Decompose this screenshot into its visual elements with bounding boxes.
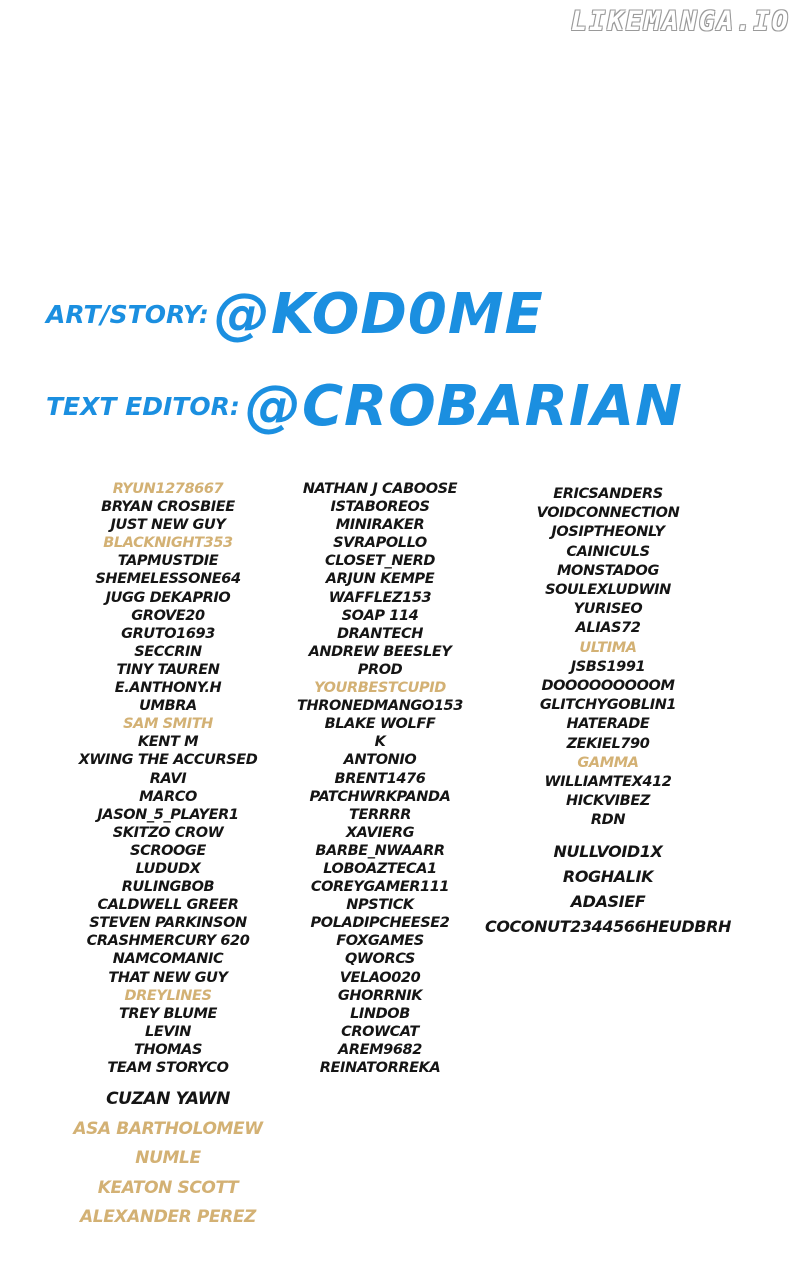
supporter-name: TREY BLUME <box>118 1005 218 1022</box>
supporter-name: ASA BARTHOLOMEW <box>73 1118 263 1139</box>
supporter-name: BARBE_NWAARR <box>315 842 445 859</box>
supporter-name: ALEXANDER PEREZ <box>80 1207 256 1228</box>
supporter-name: SHEMELESSONE64 <box>95 571 241 588</box>
supporter-name: TAPMUSTDIE <box>117 553 219 570</box>
supporter-name: XAVIERG <box>345 824 415 841</box>
supporter-name: ARJUN KEMPE <box>325 571 435 588</box>
supporter-name: ANDREW BEESLEY <box>308 643 452 660</box>
supporter-name: VELAO020 <box>339 969 421 986</box>
supporter-name: ULTIMA <box>579 639 637 656</box>
supporter-name: YURISEO <box>573 601 643 618</box>
supporter-name: XWING THE ACCURSED <box>78 752 258 769</box>
supporter-name: GHORRNIK <box>337 987 423 1004</box>
supporter-name: CUZAN YAWN <box>106 1089 230 1110</box>
text-editor-credit <box>46 374 683 439</box>
supporter-name: BRYAN CROSBIEE <box>101 499 235 516</box>
supporter-name: YOURBESTCUPID <box>314 680 446 697</box>
supporter-name: LINDOB <box>350 1005 410 1022</box>
supporter-name: RAVI <box>149 770 187 787</box>
site-watermark: LIKEMANGA.IO <box>570 6 790 37</box>
supporter-name: ADASIEF <box>570 891 646 911</box>
supporter-name: QWORCS <box>345 951 415 968</box>
supporter-name: MONSTADOG <box>557 562 659 579</box>
supporter-name: JASON_5_PLAYER1 <box>97 806 239 823</box>
supporter-name: DOOOOOOOOOM <box>541 678 675 695</box>
supporter-name: LEVIN <box>145 1023 191 1040</box>
art-story-role: ART/STORY: <box>46 300 209 329</box>
supporter-name: MINIRAKER <box>335 517 425 534</box>
supporter-name: BLACKNIGHT353 <box>103 535 233 552</box>
text-editor-role: TEXT EDITOR: <box>46 392 240 421</box>
supporter-name: ZEKIEL790 <box>566 735 650 752</box>
supporter-name: GLITCHYGOBLIN1 <box>539 697 677 714</box>
supporter-name: ROGHALIK <box>562 866 654 886</box>
supporter-name: SECCRIN <box>134 643 202 660</box>
supporter-name: THAT NEW GUY <box>108 969 228 986</box>
supporter-name: JSBS1991 <box>570 658 646 675</box>
supporter-name: WILLIAMTEX412 <box>544 774 672 791</box>
supporters-column-1 <box>52 480 284 1233</box>
supporter-name: BLAKE WOLFF <box>324 716 436 733</box>
supporter-name: KENT M <box>137 734 199 751</box>
supporter-name: TEAM STORYCO <box>107 1060 229 1076</box>
supporter-name: UMBRA <box>139 698 197 715</box>
supporter-name: JUST NEW GUY <box>110 517 226 534</box>
supporter-name: NULLVOID1X <box>553 841 663 861</box>
supporter-name: SOAP 114 <box>341 607 419 624</box>
supporter-name: GROVE20 <box>131 607 205 624</box>
supporter-name: JOSIPTHEONLY <box>551 524 665 541</box>
supporter-name: CLOSET_NERD <box>324 553 436 570</box>
supporter-name: NATHAN J CABOOSE <box>302 481 458 497</box>
supporter-name: HICKVIBEZ <box>566 793 650 810</box>
supporter-name: BRENT1476 <box>334 770 426 787</box>
supporter-name: SCROOGE <box>130 842 206 859</box>
supporter-name: ANTONIO <box>343 752 417 769</box>
supporter-name: SAM SMITH <box>123 716 213 733</box>
art-story-credit <box>46 282 544 347</box>
supporter-name: K <box>374 734 386 751</box>
supporter-name: CALDWELL GREER <box>97 897 239 914</box>
supporter-name: LUDUDX <box>135 860 201 877</box>
supporter-name: PATCHWRKPANDA <box>309 788 451 805</box>
text-editor-handle: @CROBARIAN <box>244 374 683 439</box>
supporter-name: HATERADE <box>566 716 650 733</box>
supporter-name: STEVEN PARKINSON <box>89 915 247 932</box>
supporter-name: THRONEDMANGO153 <box>297 698 463 715</box>
supporter-name: E.ANTHONY.H <box>114 680 222 697</box>
supporter-name: VOIDCONNECTION <box>536 505 680 522</box>
supporter-name: TINY TAUREN <box>116 661 220 678</box>
supporter-name: NAMCOMANIC <box>112 951 224 968</box>
supporter-name: SKITZO CROW <box>112 824 224 841</box>
supporter-name: JUGG DEKAPRIO <box>105 589 231 606</box>
supporter-name: RDN <box>590 812 626 829</box>
supporter-name: DREYLINES <box>124 987 212 1004</box>
supporter-name: NPSTICK <box>346 897 414 914</box>
supporter-name: POLADIPCHEESE2 <box>310 915 450 932</box>
supporter-name: PROD <box>357 661 403 678</box>
supporter-name: ERICSANDERS <box>553 486 663 502</box>
supporter-name: SVRAPOLLO <box>333 535 427 552</box>
supporter-name: DRANTECH <box>337 625 423 642</box>
supporters-column-3 <box>476 485 740 939</box>
supporter-name: WAFFLEZ153 <box>328 589 432 606</box>
supporter-name: ISTABOREOS <box>330 499 430 516</box>
supporter-name: MARCO <box>139 788 197 805</box>
supporter-name: COCONUT2344566HEUDBRH <box>484 916 731 936</box>
supporter-name: CRASHMERCURY 620 <box>86 933 250 950</box>
supporter-name: NUMLE <box>135 1148 201 1169</box>
supporter-name: RULINGBOB <box>121 879 215 896</box>
supporter-name: AREM9682 <box>338 1041 422 1058</box>
supporter-name: ALIAS72 <box>575 620 641 637</box>
supporter-name: CROWCAT <box>341 1023 419 1040</box>
supporter-name: FOXGAMES <box>336 933 424 950</box>
supporter-name: COREYGAMER111 <box>310 879 450 896</box>
supporters-column-2 <box>282 480 478 1077</box>
supporter-name: REINATORREKA <box>319 1060 441 1076</box>
supporter-name: RYUN1278667 <box>112 481 224 497</box>
supporter-name: GRUTO1693 <box>121 625 215 642</box>
art-story-handle: @KOD0ME <box>213 282 544 347</box>
supporter-name: CAINICULS <box>566 543 650 560</box>
supporter-name: SOULEXLUDWIN <box>545 582 671 599</box>
supporter-name: THOMAS <box>133 1041 203 1058</box>
supporter-name: KEATON SCOTT <box>97 1177 239 1198</box>
supporter-name: LOBOAZTECA1 <box>323 860 437 877</box>
supporter-name: GAMMA <box>577 754 639 771</box>
supporter-name: TERRRR <box>348 806 412 823</box>
